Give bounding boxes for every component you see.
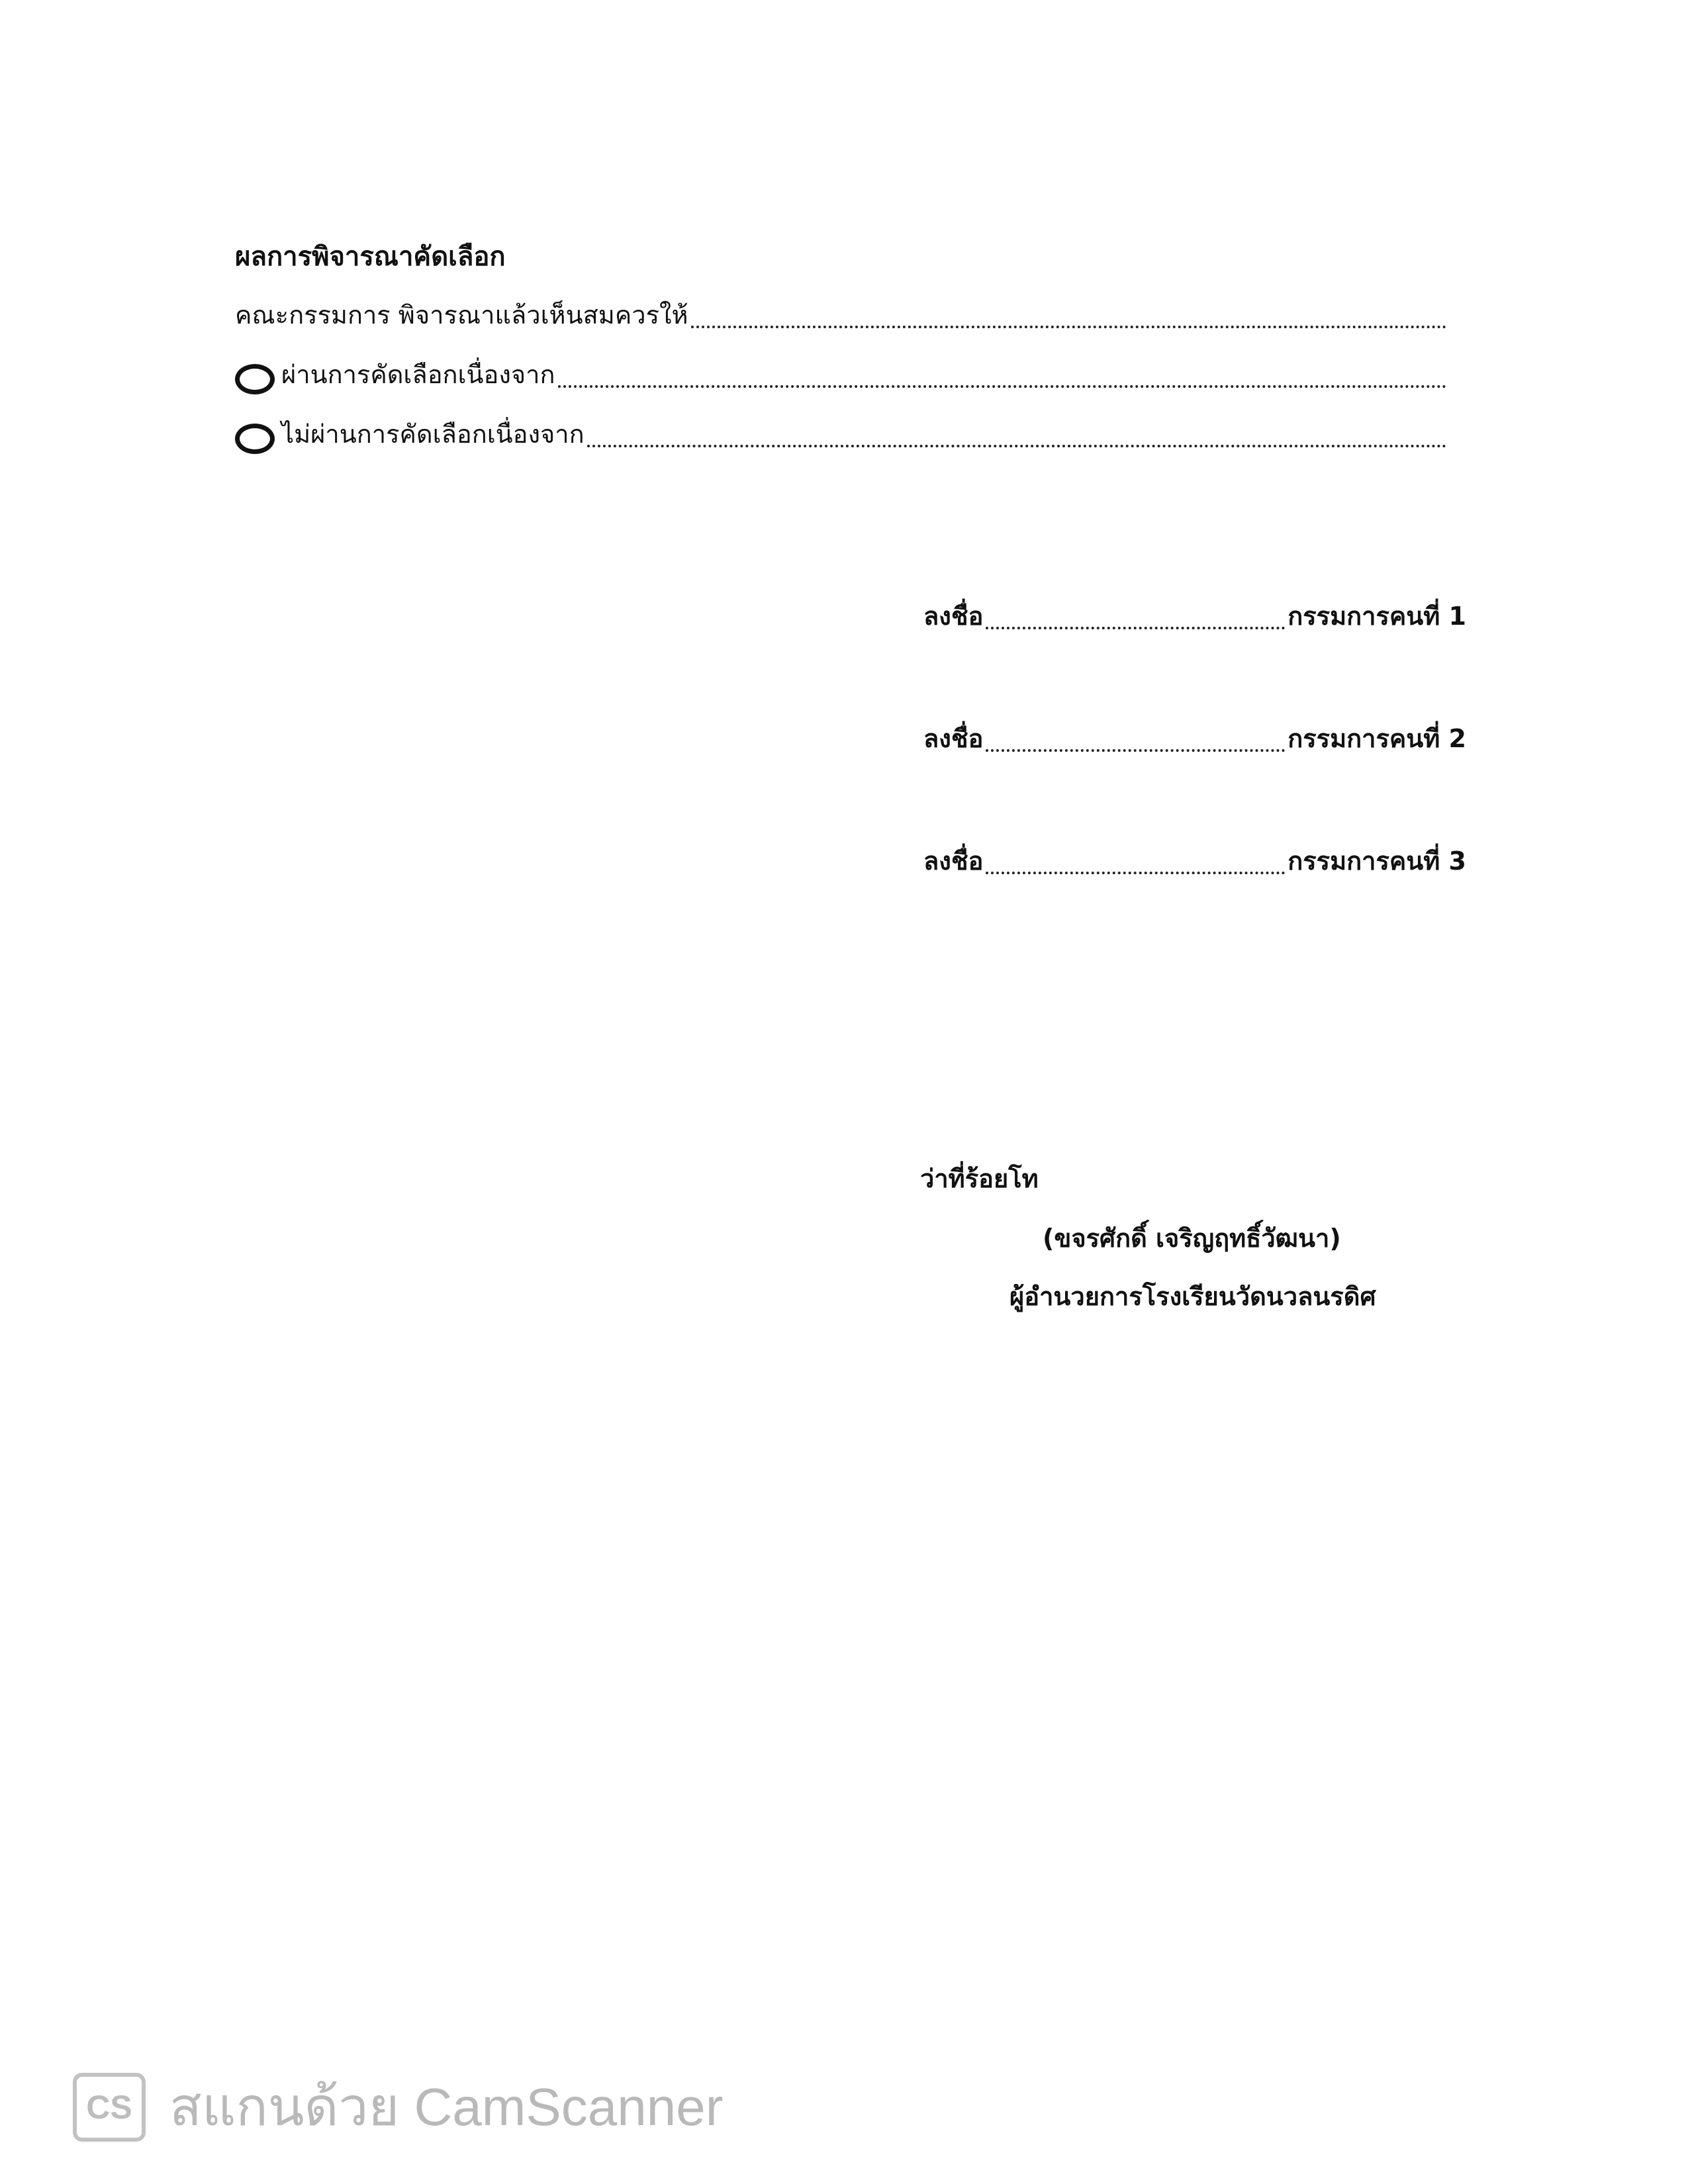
camscanner-text: สแกนด้วย CamScanner [169,2077,724,2136]
committee-line [235,295,1446,335]
signature-label: ลงชื่อ [923,602,984,631]
officer-name: (ขจรศักดิ์ เจริญฤทธิ์วัฒนา) [1043,1224,1341,1253]
option-fail[interactable] [235,414,1446,454]
signature-line-2 [923,718,1466,758]
signature-role: กรรมการคนที่ 1 [1288,602,1466,631]
signature-fill-line [986,627,1285,629]
option-fail-label: ไม่ผ่านการคัดเลือกเนื่องจาก [281,420,585,449]
pass-radio-icon[interactable] [235,364,275,394]
signature-role: กรรมการคนที่ 2 [1288,724,1466,753]
signature-label: ลงชื่อ [923,724,984,753]
signature-line-1 [923,596,1466,636]
signature-fill-line [986,872,1285,874]
committee-line-text: คณะกรรมการ พิจารณาแล้วเห็นสมควรให้ [235,300,688,330]
signature-line-3 [923,841,1466,881]
signature-fill-line [986,749,1285,752]
officer-rank: ว่าที่ร้อยโท [920,1164,1039,1193]
result-heading: ผลการพิจารณาคัดเลือก [235,242,506,272]
option-pass-label: ผ่านการคัดเลือกเนื่องจาก [281,360,555,389]
camscanner-logo-icon: CS [73,2073,146,2142]
option-fail-fill-line [587,445,1446,447]
signature-label: ลงชื่อ [923,846,984,876]
option-pass-fill-line [558,385,1447,388]
committee-fill-line [691,326,1446,328]
signature-role: กรรมการคนที่ 3 [1288,846,1466,876]
officer-position: ผู้อำนวยการโรงเรียนวัดนวลนรดิศ [1009,1282,1376,1311]
camscanner-watermark [73,2065,723,2149]
option-pass[interactable] [235,354,1446,394]
fail-radio-icon[interactable] [235,424,275,454]
